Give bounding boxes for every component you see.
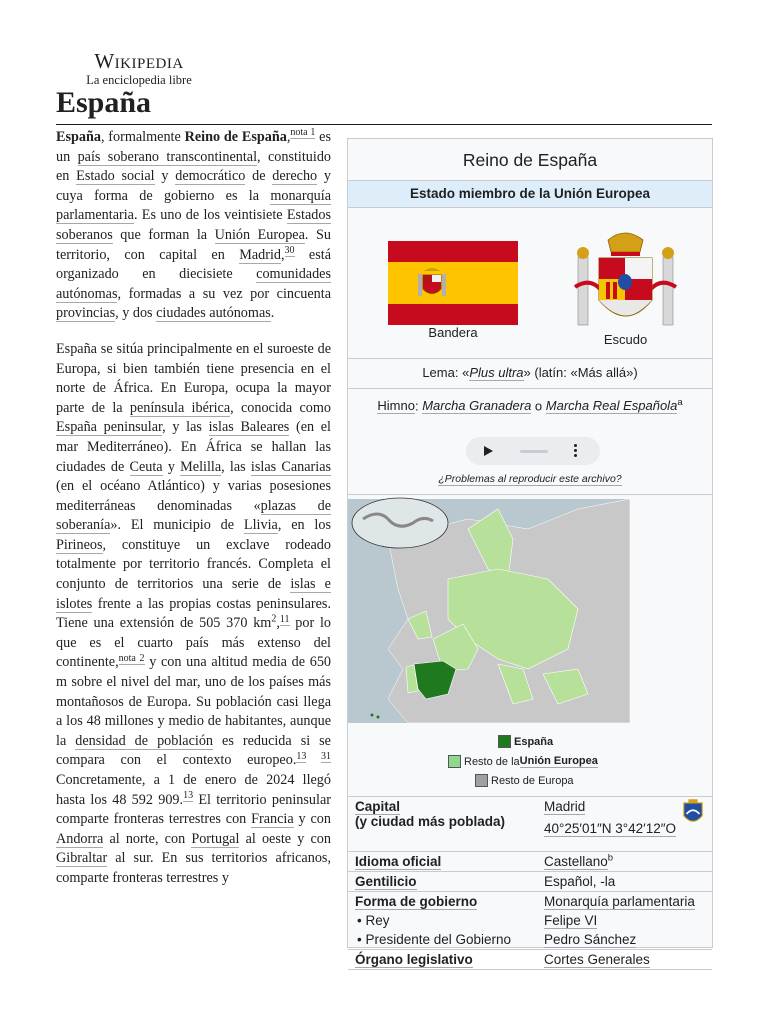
capital-sub-label: (y ciudad más poblada) xyxy=(355,814,506,829)
play-icon[interactable] xyxy=(484,446,493,456)
spain-flag-image[interactable] xyxy=(388,241,518,325)
motto-translation: (latín: «Más allá») xyxy=(530,365,638,380)
link-llivia[interactable]: Llivia xyxy=(243,517,278,534)
motto-value[interactable]: Plus ultra xyxy=(469,365,524,380)
capital-value-cell xyxy=(537,797,712,851)
anthem-label[interactable]: Himno xyxy=(377,398,415,414)
text: , constituido en xyxy=(56,148,332,185)
link-melilla[interactable]: Melilla xyxy=(180,458,222,475)
link-madrid[interactable]: Madrid xyxy=(239,246,281,263)
legend-label: Resto de la xyxy=(464,755,520,768)
row-government xyxy=(348,891,712,911)
text: , xyxy=(276,615,280,632)
legislature-label[interactable]: Órgano legislativo xyxy=(355,951,473,967)
king-label-cell xyxy=(348,911,537,930)
text: , formadas a su vez por cincuenta xyxy=(117,285,331,302)
legend-link[interactable]: Unión Europea xyxy=(519,755,598,767)
language-value[interactable]: Castellano xyxy=(544,853,608,869)
europe-map-image[interactable] xyxy=(348,499,630,723)
motto-label: Lema xyxy=(422,365,455,380)
legend-item-europe xyxy=(475,774,574,787)
text: por lo que es el cuarto país más extenso del continente, xyxy=(56,615,331,671)
note-ref[interactable] xyxy=(290,127,315,139)
text: ». El municipio de xyxy=(110,517,244,534)
link-peninsula-iberica[interactable]: península ibérica xyxy=(129,399,231,416)
link-comunidades[interactable]: comunidades autónomas xyxy=(56,266,331,302)
bold-term: España xyxy=(56,129,101,145)
language-label-cell xyxy=(348,851,537,871)
link-ceuta[interactable]: Ceuta xyxy=(129,458,163,475)
wikipedia-logo[interactable] xyxy=(74,50,204,87)
row-demonym xyxy=(348,871,712,891)
row-language xyxy=(348,851,712,871)
link-islas-canarias[interactable]: islas Canarias xyxy=(250,458,332,475)
citation-ref[interactable] xyxy=(183,790,193,802)
text: y con xyxy=(293,811,331,828)
text: Concretamente, a 1 de enero de 2024 llegó hasta los 48 592 909. xyxy=(56,772,331,808)
legislature-value[interactable]: Cortes Generales xyxy=(544,951,650,967)
text: es un xyxy=(56,129,332,165)
anthem-name-1[interactable]: Marcha Granadera xyxy=(422,398,532,414)
coat-of-arms-image[interactable] xyxy=(573,232,678,342)
link-densidad-poblacion[interactable]: densidad de población xyxy=(75,732,214,749)
text: frente a las propias costas peninsulares. Tiene una extensión de 505 370 km xyxy=(56,595,331,632)
link-plazas-soberania[interactable]: plazas de soberanía xyxy=(56,497,331,534)
king-label[interactable]: • Rey xyxy=(357,912,390,928)
language-value-cell xyxy=(537,851,712,871)
link-derecho[interactable]: derecho xyxy=(272,168,318,185)
link-andorra[interactable]: Andorra xyxy=(56,830,104,847)
infobox-data-table xyxy=(348,797,712,970)
text: , y dos xyxy=(115,305,157,322)
infobox-subtitle-link[interactable]: Estado miembro de la Unión Europea xyxy=(409,186,651,201)
text: , xyxy=(286,129,291,145)
title-divider xyxy=(56,124,712,125)
link-provincias[interactable]: provincias xyxy=(56,305,116,322)
national-symbols xyxy=(348,208,712,359)
note-ref[interactable] xyxy=(119,653,145,665)
text: . Su territorio, con capital en xyxy=(56,226,331,263)
infobox-title: Reino de España xyxy=(462,150,598,170)
legislature-label-cell xyxy=(348,949,537,969)
link-pirineos[interactable]: Pirineos xyxy=(56,536,103,553)
government-label-cell xyxy=(348,891,537,911)
text: , las xyxy=(221,458,251,475)
link-monarquia[interactable]: monarquía parlamentaria xyxy=(56,187,331,224)
article-paragraph-2 xyxy=(56,340,331,889)
article-paragraph-1 xyxy=(56,128,331,324)
link-islas-baleares[interactable]: islas Baleares xyxy=(208,419,290,436)
text: al sur. En sus territorios africanos, comparte fronteras terrestres y xyxy=(56,850,331,886)
legend-item-spain xyxy=(498,735,553,748)
text: al oeste y con xyxy=(239,830,331,847)
anthem-section xyxy=(348,389,712,495)
anthem-or: o xyxy=(531,398,546,414)
king-value-cell xyxy=(537,911,712,930)
logo-wordmark: Wikipedia xyxy=(94,49,184,73)
demonym-label-cell xyxy=(348,871,537,891)
note-link[interactable]: nota 2 xyxy=(118,652,145,664)
text: , en los xyxy=(277,517,331,534)
note-link[interactable]: nota 1 xyxy=(290,127,316,139)
anthem-name-2[interactable]: Marcha Real Española xyxy=(545,398,678,414)
citation-link[interactable]: 11 xyxy=(279,613,290,625)
legend-label: Resto de Europa xyxy=(491,774,574,787)
link-gibraltar[interactable]: Gibraltar xyxy=(56,850,108,867)
anthem-line: Himno: Marcha Granadera o Marcha Real Española$^a$ xyxy=(377,397,683,414)
text: , conocida como xyxy=(230,399,332,416)
playback-help xyxy=(348,473,712,485)
link-portugal[interactable]: Portugal xyxy=(191,830,240,847)
page-title: España xyxy=(56,86,152,119)
capital-label[interactable]: Capital xyxy=(355,799,401,814)
motto-row: Lema: «Plus ultra» (latín: «Más allá») xyxy=(348,359,712,389)
text: de xyxy=(245,168,273,185)
demonym-value-cell: Español, -la xyxy=(544,873,616,889)
audio-player xyxy=(466,437,600,465)
capital-coordinates[interactable]: 40°25′01″N 3°42′12″O xyxy=(544,821,677,836)
legend-swatch xyxy=(498,735,511,748)
citation-link[interactable]: 31 xyxy=(321,750,332,762)
text: (en el mar Mediterráneo). En África se hallan las ciudades de xyxy=(56,419,332,475)
link-ciudades-autonomas[interactable]: ciudades autónomas xyxy=(156,305,271,322)
coa-caption: Escudo xyxy=(603,332,648,347)
language-note[interactable]: b xyxy=(607,852,614,863)
playback-help-link[interactable]: ¿Problemas al reproducir este archivo? xyxy=(438,473,622,485)
madrid-coat-of-arms-icon[interactable] xyxy=(682,799,704,827)
link-estado-social[interactable]: Estado social xyxy=(76,168,155,185)
citation-link[interactable]: 30 xyxy=(284,244,295,256)
link-espana-peninsular[interactable]: España peninsular xyxy=(56,419,163,436)
language-label[interactable]: Idioma oficial xyxy=(355,853,442,869)
text: al norte, con xyxy=(103,830,192,847)
legend-swatch xyxy=(448,755,461,768)
infobox xyxy=(347,138,713,967)
link-union-europea[interactable]: Unión Europea xyxy=(214,226,305,243)
text: es reducida si se compara con el contexto europeo. xyxy=(56,732,331,769)
text: , constituye un exclave rodeado totalmente por territorio francés. Completa el conjunto de territorios una serie de xyxy=(56,536,331,593)
text: y con una altitud media de 650 m sobre el nivel del mar, uno de los países más montañosos de Europa. Su población casi llega a los 48 millones y medio de habitantes, aunque la xyxy=(56,654,332,749)
government-value[interactable]: Monarquía parlamentaria xyxy=(544,893,695,909)
capital-label-cell xyxy=(348,797,537,851)
citation-ref[interactable] xyxy=(280,614,290,626)
text: . Es uno de los veintisiete xyxy=(133,207,287,224)
citation-ref[interactable] xyxy=(296,751,306,763)
king-value[interactable]: Felipe VI xyxy=(544,912,598,928)
text: y xyxy=(162,458,181,475)
row-president xyxy=(348,930,712,950)
text: , y las xyxy=(162,419,209,436)
text: (en el océano Atlántico) y varias posesiones mediterráneas denominadas « xyxy=(56,478,331,514)
citation-ref[interactable] xyxy=(285,245,295,257)
article-body xyxy=(56,128,331,905)
text: está organizado en diecisiete xyxy=(56,246,331,283)
citation-ref[interactable] xyxy=(306,751,331,763)
president-value[interactable]: Pedro Sánchez xyxy=(544,931,637,947)
government-label[interactable]: Forma de gobierno xyxy=(355,893,478,909)
citation-link[interactable]: 13 xyxy=(183,789,194,801)
superscript: 2 xyxy=(271,613,277,625)
text: y cuya forma de gobierno es la xyxy=(56,168,331,204)
capital-value[interactable]: Madrid xyxy=(544,799,586,814)
seek-bar[interactable] xyxy=(520,450,548,453)
demonym-label[interactable]: Gentilicio xyxy=(355,873,417,889)
text: y xyxy=(154,168,176,185)
legend-swatch xyxy=(475,774,488,787)
link-islas-islotes[interactable]: islas e islotes xyxy=(56,576,331,612)
bold-term: Reino de España xyxy=(184,129,287,145)
citation-link[interactable]: 13 xyxy=(296,750,307,762)
legislature-value-cell xyxy=(537,949,712,969)
text: , xyxy=(281,246,285,263)
map-section xyxy=(348,495,712,797)
legend-item-eu xyxy=(448,755,598,768)
flag-caption: Bandera xyxy=(428,325,478,340)
link-democratico[interactable]: democrático xyxy=(175,168,246,185)
link-pais-soberano[interactable]: país soberano transcontinental xyxy=(77,148,258,165)
row-legislature xyxy=(348,949,712,969)
row-king xyxy=(348,911,712,930)
government-value-cell xyxy=(537,891,712,911)
president-value-cell xyxy=(537,930,712,950)
text: que forman la xyxy=(112,226,215,243)
text: España se sitúa principalmente en el suroeste de Europa, si bien también tiene presencia en el norte de África. En Europa, ocupa la mayor parte de la xyxy=(56,340,331,416)
text: . xyxy=(270,305,275,322)
row-capital xyxy=(348,797,712,851)
legend-label: España xyxy=(514,735,554,748)
link-francia[interactable]: Francia xyxy=(251,811,294,828)
logo-tagline: La enciclopedia libre xyxy=(86,73,192,87)
president-label-cell xyxy=(348,930,537,950)
text: El territorio peninsular comparte fronteras terrestres con xyxy=(56,791,331,828)
link-estados-soberanos[interactable]: Estados soberanos xyxy=(56,207,331,243)
infobox-subtitle[interactable] xyxy=(348,180,712,208)
text: , formalmente xyxy=(100,129,185,145)
anthem-note[interactable]: a xyxy=(677,397,683,408)
more-options-icon[interactable] xyxy=(572,442,578,460)
president-label[interactable]: • Presidente del Gobierno xyxy=(357,931,512,947)
